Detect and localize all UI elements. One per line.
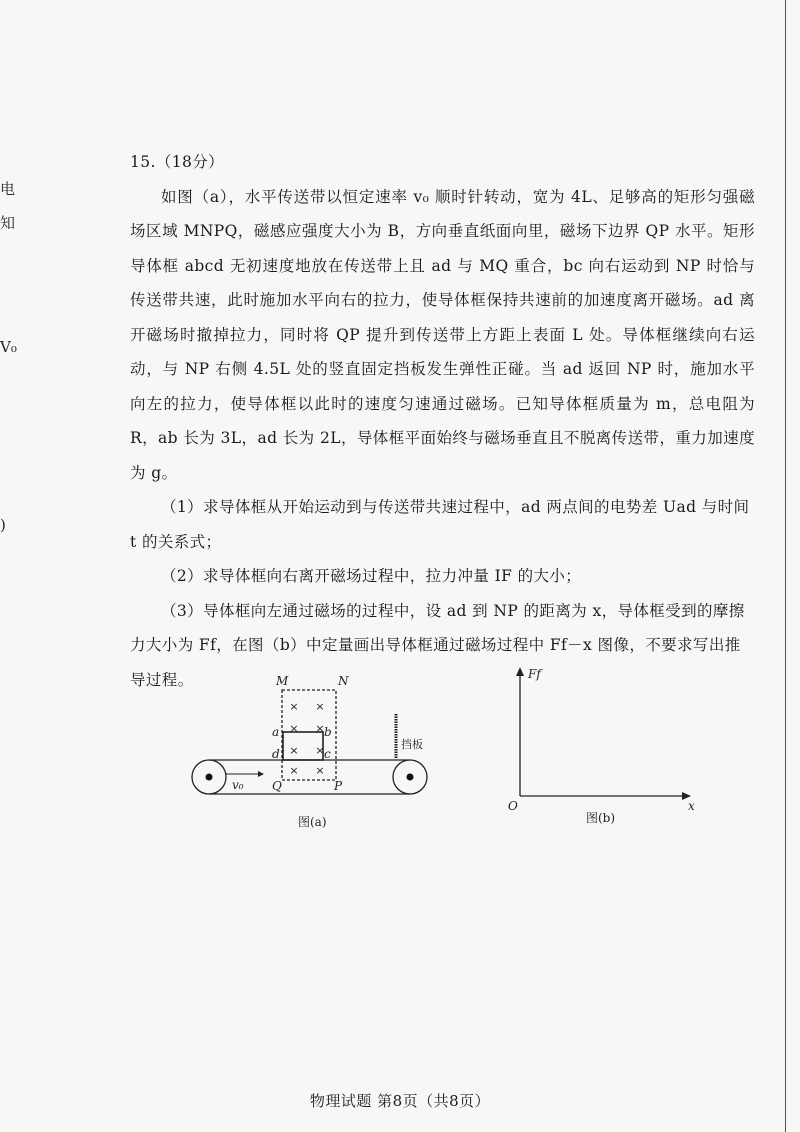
x-axis-label: x — [688, 799, 695, 813]
field-crosses — [289, 700, 324, 777]
figure-b — [500, 664, 710, 834]
question-15 — [130, 145, 755, 697]
svg-text:×: × — [289, 722, 299, 735]
figure-a — [180, 668, 440, 838]
caption-b: 图(b) — [586, 811, 616, 825]
y-axis-label: Ff — [528, 667, 541, 681]
svg-text:×: × — [315, 764, 325, 777]
label-baffle: 挡板 — [401, 738, 423, 751]
label-v0: v₀ — [232, 778, 244, 792]
svg-text:×: × — [315, 744, 325, 757]
svg-text:×: × — [289, 700, 299, 713]
label-N: N — [338, 674, 349, 688]
question-number: 15.（18分） — [130, 153, 225, 171]
svg-text:×: × — [289, 764, 299, 777]
left-fragment-4: ) — [0, 516, 6, 534]
sub-question-1: （1）求导体框从开始运动到与传送带共速过程中，ad 两点间的电势差 Uad 与时间 t 的关系式； — [130, 498, 750, 551]
sub-question-2: （2）求导体框向右离开磁场过程中，拉力冲量 IF 的大小； — [161, 567, 582, 585]
left-fragment-2: 知 — [0, 214, 16, 232]
label-P: P — [334, 779, 343, 793]
origin-label: O — [508, 799, 518, 813]
label-b: b — [324, 725, 332, 739]
y-axis-arrow — [516, 667, 524, 676]
caption-a: 图(a) — [298, 815, 327, 829]
left-fragment-3: V₀ — [0, 338, 17, 356]
label-a: a — [272, 725, 280, 739]
label-Q: Q — [272, 779, 282, 793]
page-footer: 物理试题 第8页（共8页） — [309, 1092, 491, 1110]
svg-text:×: × — [315, 700, 325, 713]
left-fragment-1: 电 — [0, 180, 16, 198]
svg-text:×: × — [315, 722, 325, 735]
label-c: c — [324, 747, 331, 761]
page-edge-line — [785, 0, 786, 1132]
sub-question-3: （3）导体框向左通过磁场的过程中，设 ad 到 NP 的距离为 x，导体框受到的摩擦力大小为 Ff，在图（b）中定量画出导体框通过磁场过程中 Ff－x 图像，不要求写出推导过程。 — [130, 601, 745, 689]
question-stem: 如图（a），水平传送带以恒定速率 v₀ 顺时针转动，宽为 4L、足够高的矩形匀强磁场区域 MNPQ，磁感应强度大小为 B，方向垂直纸面向里，磁场下边界 QP 水平。矩形导体框 abcd 无初速度地放在传送带上且 ad 与 MQ 重合，bc 向右运动到 NP 时恰与传送带共速，此时施加水平向右的拉力，使导体框保持共速前的加速度离开磁场。ad 离开磁场时撤掉拉力，同时将 QP 提升到传送带上方距上表面 L 处。导体框继续向右运动，与 NP 右侧 4.5L 处的竖直固定挡板发生弹性正碰。当 ad 返回 NP 时，施加水平向左的拉力，使导体框以此时的速度匀速通过磁场。已知导体框质量为 m，总电阻为 R，ab 长为 3L，ad 长为 2L，导体框平面始终与磁场垂直且不脱离传送带，重力加速度为 g。 — [130, 187, 755, 482]
label-M: M — [276, 674, 289, 688]
svg-text:×: × — [289, 744, 299, 757]
label-d: d — [272, 747, 280, 761]
